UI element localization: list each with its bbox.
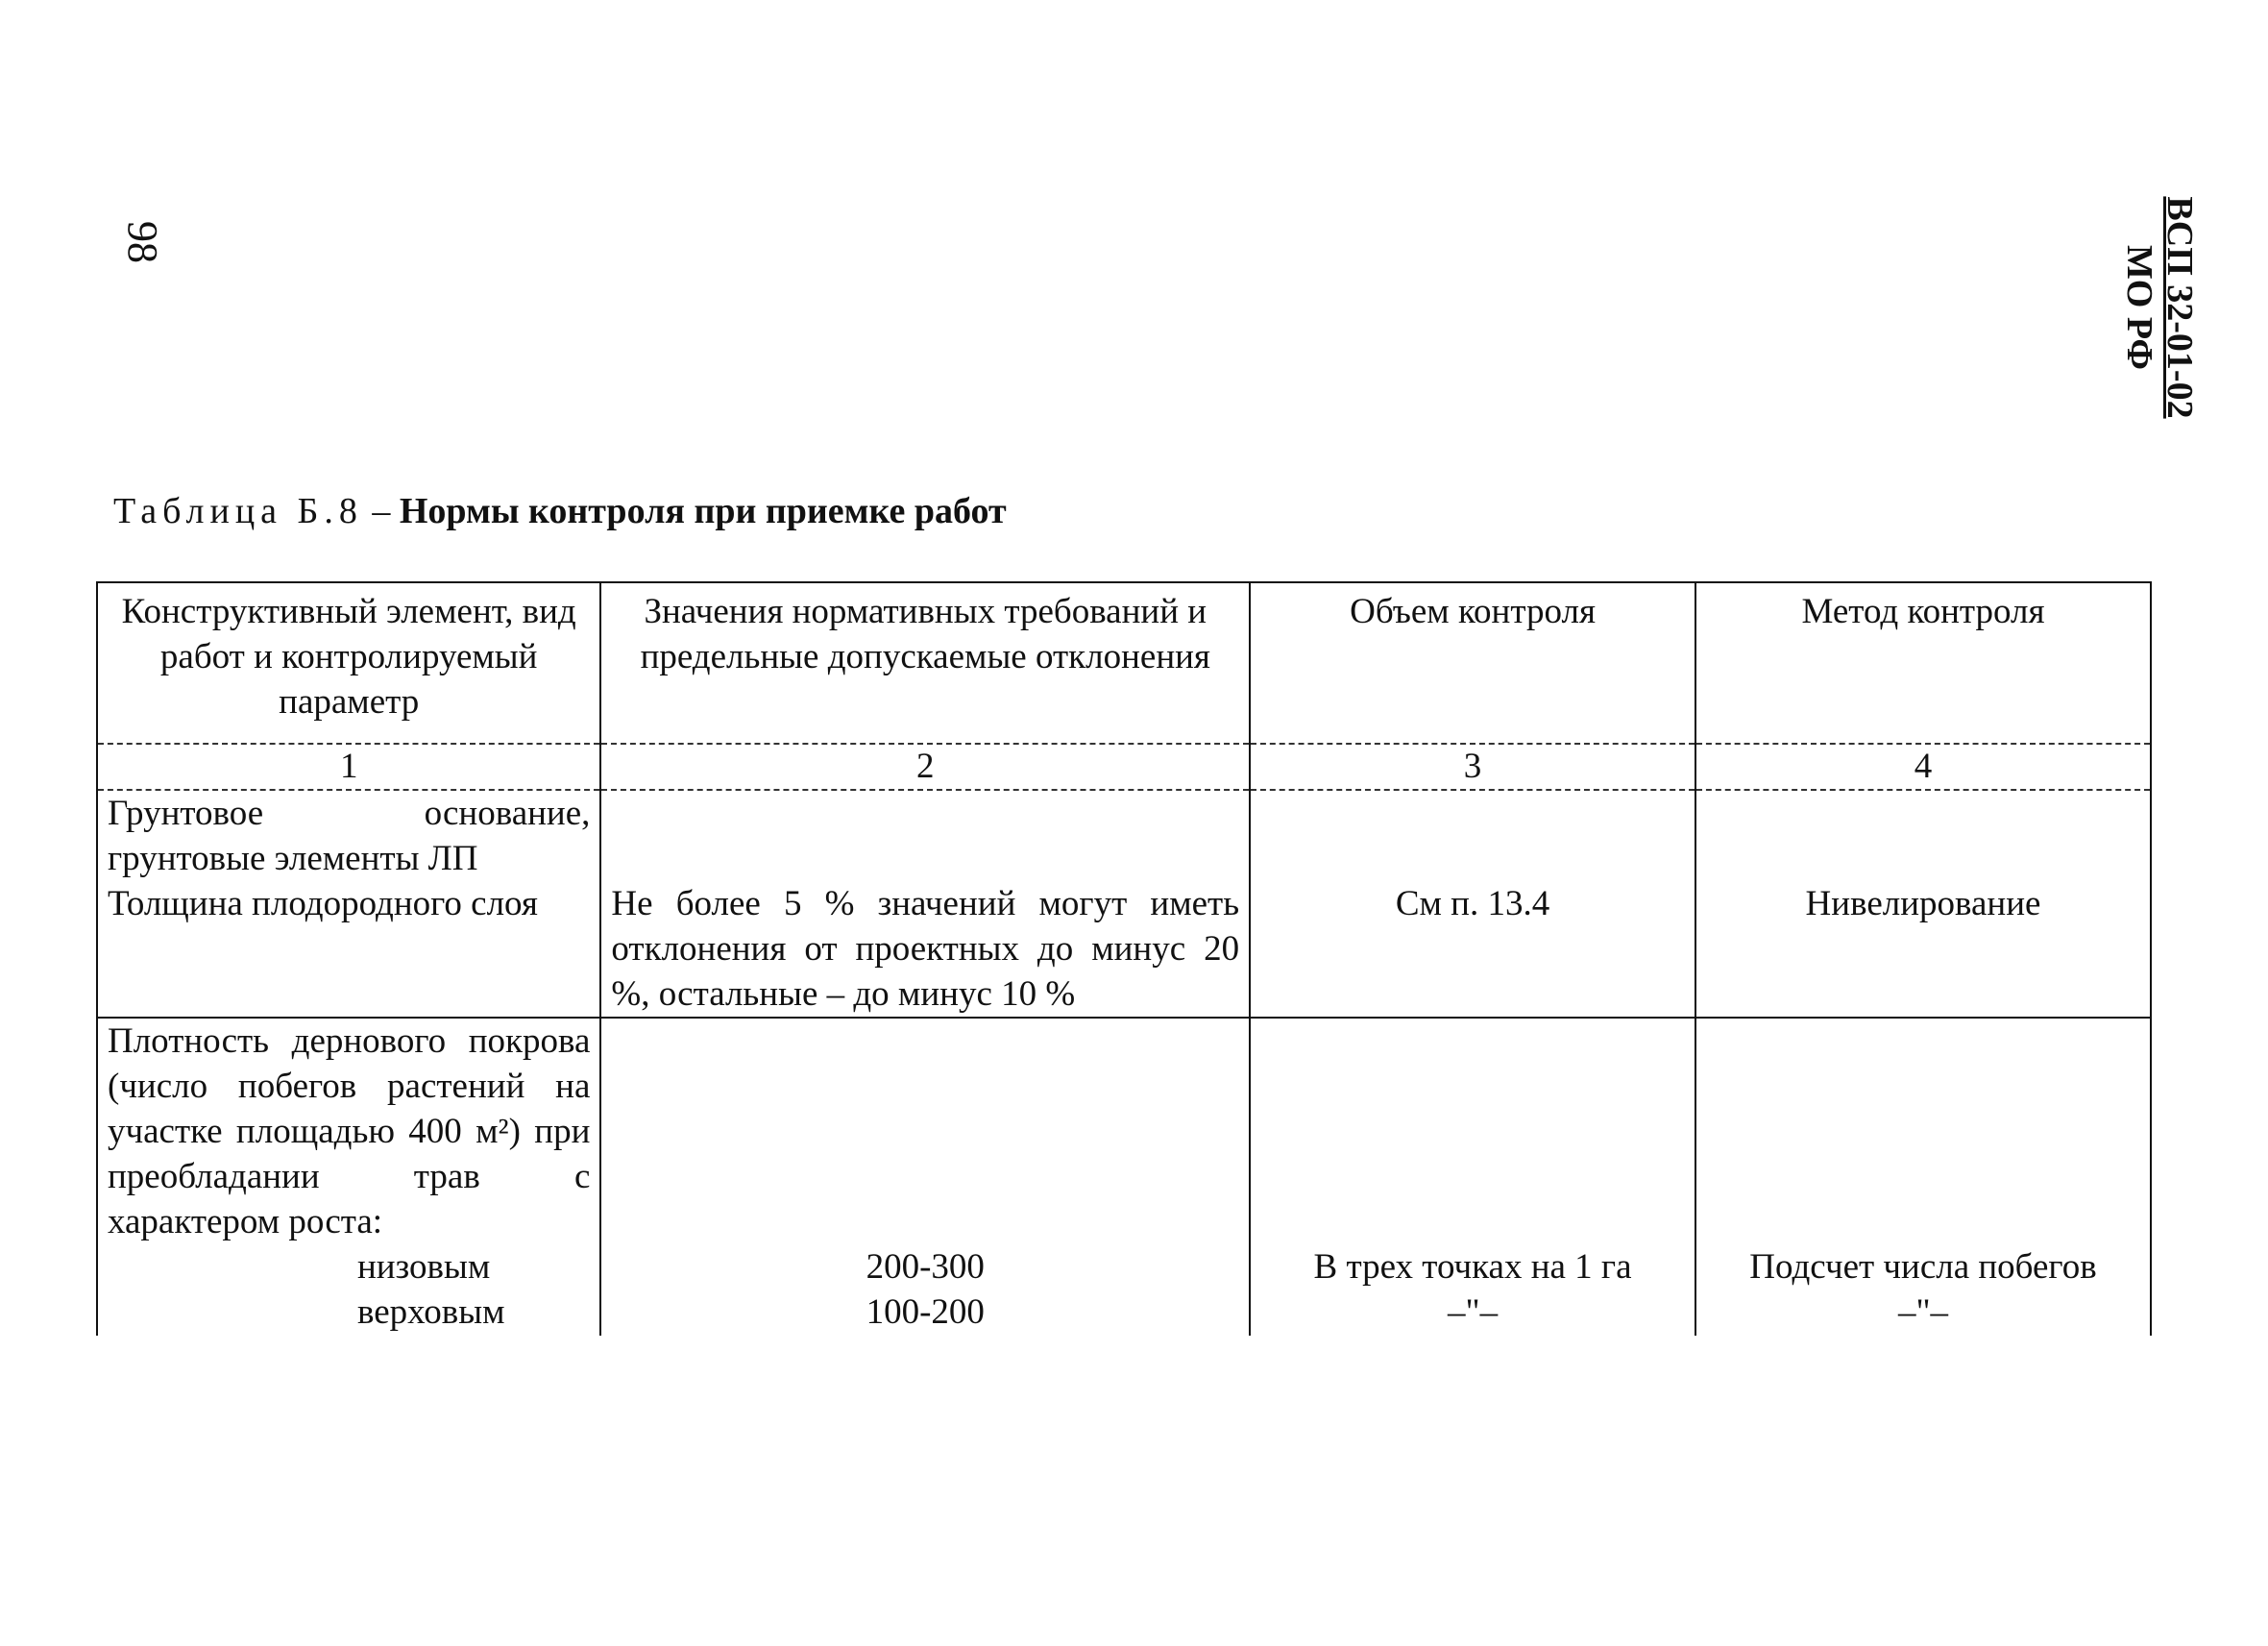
column-number: 3 [1250, 744, 1695, 790]
row-element-text: Грунтовое основание, грунтовые элементы ЛП [108, 794, 591, 878]
column-number: 4 [1695, 744, 2151, 790]
table-cell-element [97, 1018, 600, 1336]
column-header: Значения нормативных требований и предельные допускаемые отклонения [600, 582, 1250, 744]
column-header: Метод контроля [1695, 582, 2151, 744]
sub-row-type: низовым [357, 1247, 491, 1287]
table-caption-label: Таблица Б.8 [113, 491, 363, 531]
sub-row-volume: –"– [1447, 1292, 1499, 1332]
document-code-block [2104, 183, 2200, 432]
sub-row-requirement: 100-200 [866, 1292, 985, 1332]
sub-row-method: –"– [1897, 1292, 1949, 1332]
sub-row-method: Подсчет числа побегов [1749, 1247, 2097, 1287]
cell-spacer [1706, 1019, 2140, 1244]
table-cell-method [1695, 790, 2151, 1018]
table-caption [113, 490, 1007, 532]
sub-row-requirement: 200-300 [866, 1247, 985, 1287]
document-code: ВСП 32-01-02 [2159, 196, 2200, 419]
cell-spacer [611, 1019, 1239, 1244]
column-number: 2 [600, 744, 1250, 790]
table-cell-method [1695, 1018, 2151, 1336]
table-row [97, 790, 2151, 1018]
row-method-text: Нивелирование [1805, 884, 2041, 923]
table-header-row [97, 582, 2151, 744]
table-cell-requirement [600, 790, 1250, 1018]
norms-table [96, 581, 2152, 1336]
table-cell-volume [1250, 1018, 1695, 1336]
table-cell-element [97, 790, 600, 1018]
sub-row-type: верховым [357, 1292, 505, 1332]
column-number-row [97, 744, 2151, 790]
table-row [97, 1018, 2151, 1336]
table-cell-requirement [600, 1018, 1250, 1336]
row-element-text: Плотность дернового покрова (число побегов растений на участке площадью 400 м²) при преобладании трав с характером роста: [108, 1021, 591, 1241]
page-number: 98 [119, 221, 166, 263]
cell-spacer [1260, 1019, 1685, 1244]
column-header: Конструктивный элемент, вид работ и контролируемый параметр [97, 582, 600, 744]
table-caption-dash: – [362, 491, 400, 531]
sub-row-volume: В трех точках на 1 га [1313, 1247, 1632, 1287]
row-parameter-text: Толщина плодородного слоя [108, 884, 538, 923]
column-number: 1 [97, 744, 600, 790]
row-volume-text: См п. 13.4 [1395, 884, 1550, 923]
table-caption-title: Нормы контроля при приемке работ [399, 491, 1007, 531]
row-requirement-text: Не более 5 % значений могут иметь отклонения от проектных до минус 20 %, остальные – до минус 10 % [611, 884, 1240, 1014]
table-cell-volume [1250, 790, 1695, 1018]
column-header: Объем контроля [1250, 582, 1695, 744]
document-organization: МО РФ [2119, 244, 2159, 371]
